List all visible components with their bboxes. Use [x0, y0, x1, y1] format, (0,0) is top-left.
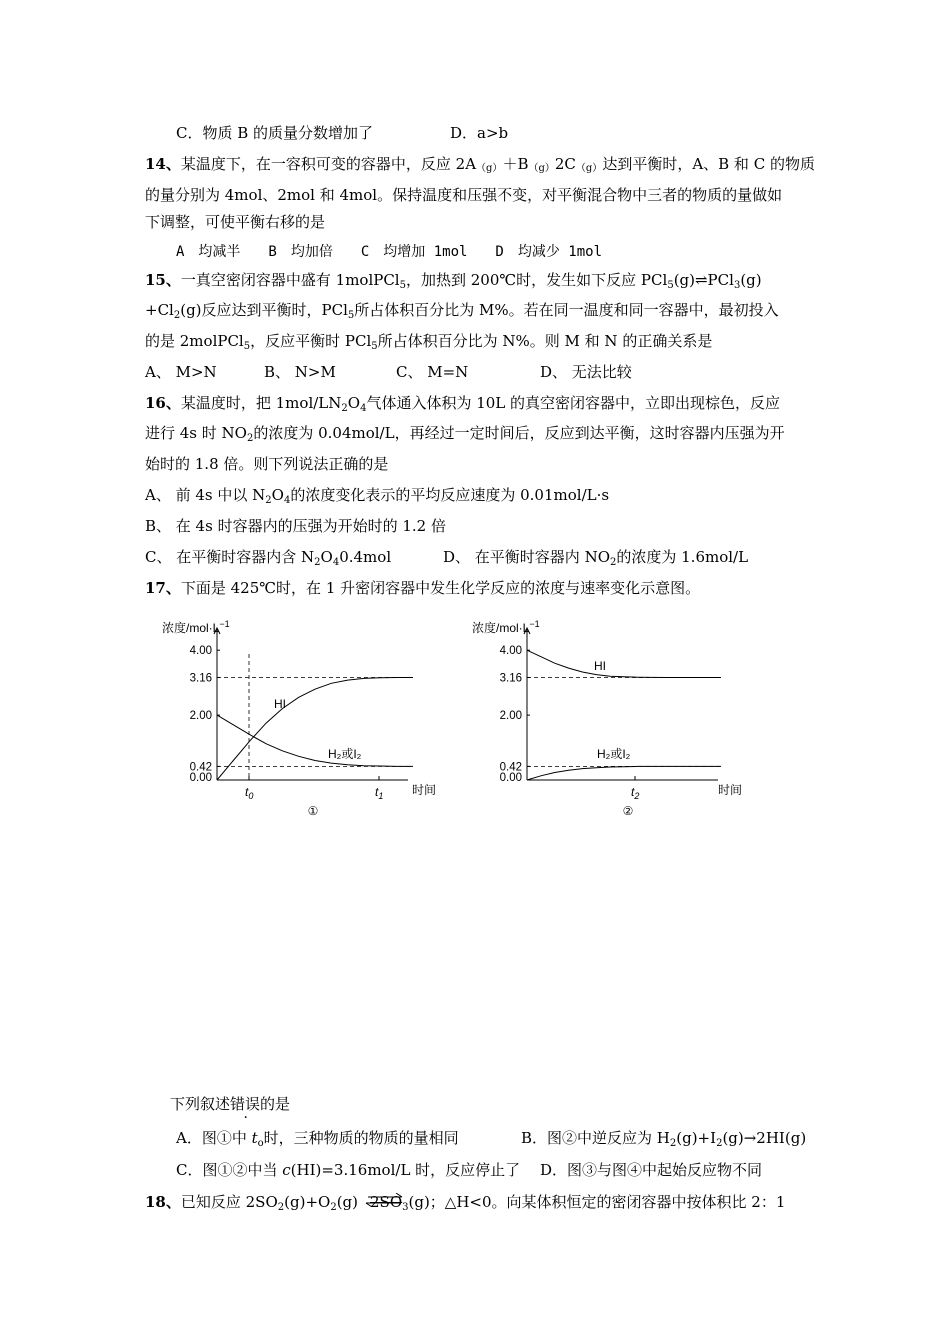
- series-label: H₂或I₂: [597, 747, 631, 761]
- q16-line-2: 进行 4s 时 $NO_2$的浓度为 0.04mol/L，再经过一定时间后，反应到达平衡，这时容器内压强为开: [145, 424, 785, 444]
- q14-line-2: 的量分别为 4mol、2mol 和 4mol。保持温度和压强不变，对平衡混合物中三者的物质的量做如: [145, 186, 783, 204]
- q17-option-d: D．图③与图④中起始反应物不同: [540, 1161, 763, 1179]
- x-tick-label: $t_2$: [631, 785, 640, 801]
- q18-line-1: 18、已知反应 $2SO_2(g)+O_2(g)$ $2SO_3(g)$；△H<0。向某体积恒定的密闭容器中按体积比 2：1: [145, 1193, 786, 1213]
- q17-option-c: C．图①②中当 c(HI)=3.16mol/L 时，反应停止了: [176, 1161, 521, 1179]
- q15-line-2: $+Cl_2(g)$反应达到平衡时，PCl$_5$所占体积百分比为 M%。若在同一温度和同一容器中，最初投入: [145, 301, 779, 321]
- x-tick-label: $t_0$: [245, 785, 254, 801]
- q16-option-c: C、 在平衡时容器内含 $N_2O_40.4mol$: [145, 548, 392, 568]
- q17-line-1: 17、下面是 425℃时，在 1 升密闭容器中发生化学反应的浓度与速率变化示意图。: [145, 579, 701, 597]
- chart-2-ylabel: 浓度$/mol\cdot L^{-1}$: [472, 619, 540, 635]
- q16-line-1: 16、某温度时，把 $1mol/LN_2O_4$气体通入体积为 10L 的真空密闭容器中，立即出现棕色，反应: [145, 394, 781, 414]
- q17-option-a: A．图①中 $t_o$时，三种物质的物质的量相同: [176, 1129, 459, 1149]
- y-tick-label: 4.00: [499, 645, 522, 658]
- q16-option-a: A、 前 4s 中以 $N_2O_4$的浓度变化表示的平均反应速度为 0.01mol/L·s: [145, 486, 610, 506]
- q14-line-3: 下调整，可使平衡右移的是: [145, 213, 326, 231]
- series-label: H₂或I₂: [328, 747, 362, 761]
- y-tick-label: 2.00: [499, 710, 522, 723]
- q14-options: A 均减半 B 均加倍 C 均增加 1mol D 均减少 1mol: [176, 244, 603, 260]
- series-line-hi: [527, 650, 721, 677]
- y-tick-label: 0.42: [499, 761, 522, 774]
- chart-1-ylabel: 浓度$/mol\cdot L^{-1}$: [162, 619, 230, 635]
- q15-line-1: 15、一真空密闭容器中盛有 1molPCl$_5$，加热到 200℃时，发生如下反应 PCl$_5$(g)⇌PCl$_3$(g): [145, 271, 762, 291]
- y-tick-label: 4.00: [189, 645, 212, 658]
- q17-option-b: B．图②中逆反应为 $H_2(g)+I_2(g)\to 2HI(g)$: [521, 1129, 807, 1149]
- q15-option-b: B、 N>M: [264, 363, 336, 381]
- chart-1: [150, 612, 460, 822]
- y-tick-label: 0.00: [499, 772, 522, 784]
- q15-line-3: 的是 2molPCl$_5$，反应平衡时 PCl$_5$所占体积百分比为 N%。则 M 和 N 的正确关系是: [145, 332, 713, 352]
- y-tick-label: 0.00: [189, 772, 212, 784]
- series-line-h2-i2: [217, 715, 413, 766]
- q15-option-c: C、 M=N: [396, 363, 469, 381]
- chart-1-xlabel: 时间: [412, 783, 437, 797]
- y-tick-label: 2.00: [189, 710, 212, 723]
- q14-line-1: 14、某温度下，在一容积可变的容器中，反应 2A（g）＋B（g）2C（g）达到平衡时，A、B 和 C 的物质: [145, 155, 815, 174]
- chart-2-xlabel: 时间: [718, 783, 743, 797]
- q16-option-d: D、 在平衡时容器内 $NO_2$的浓度为 1.6mol/L: [443, 548, 749, 568]
- q13-option-d: D．a>b: [450, 124, 509, 142]
- q16-option-b: B、 在 4s 时容器内的压强为开始时的 1.2 倍: [145, 517, 446, 535]
- q17-stem: 下列叙述错误的是: [170, 1095, 291, 1113]
- chart-1-caption: ①: [307, 804, 319, 818]
- q13-option-c: C．物质 B 的质量分数增加了: [176, 124, 374, 142]
- equilibrium-arrow-icon: [364, 1193, 404, 1207]
- y-tick-label: 3.16: [189, 672, 212, 685]
- x-tick-label: $t_1$: [375, 785, 384, 801]
- chart-2-caption: ②: [622, 804, 634, 818]
- y-tick-label: 3.16: [499, 672, 522, 685]
- y-tick-label: 0.42: [189, 761, 212, 774]
- chart-2: [460, 612, 770, 822]
- series-label: HI: [594, 659, 606, 673]
- q16-line-3: 始时的 1.8 倍。则下列说法正确的是: [145, 455, 389, 473]
- series-line-hi: [217, 678, 413, 781]
- series-line-h2-i2: [527, 766, 721, 780]
- q15-option-d: D、 无法比较: [540, 363, 632, 381]
- series-label: HI: [274, 697, 286, 711]
- q15-option-a: A、 M>N: [145, 363, 217, 381]
